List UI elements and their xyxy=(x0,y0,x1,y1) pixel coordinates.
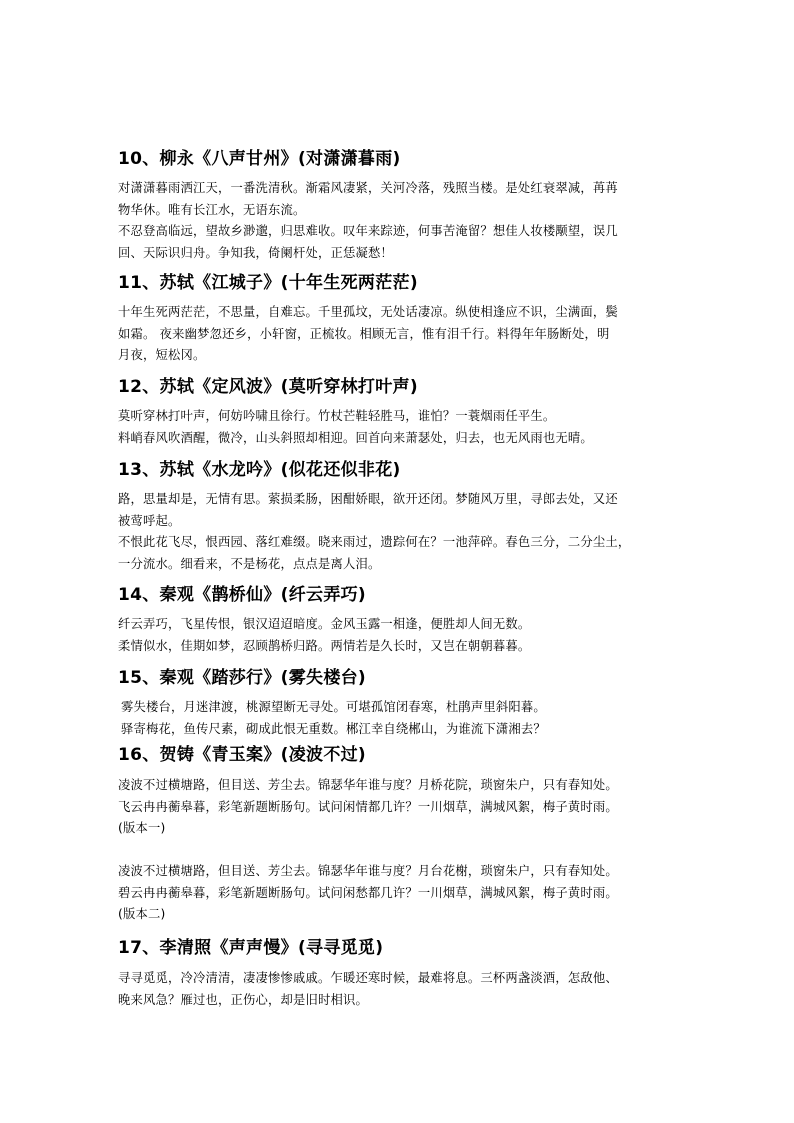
text-line: 凌波不过横塘路，但目送、芳尘去。锦瑟华年谁与度？月桥花院，琐窗朱户，只有春知处。 xyxy=(118,778,618,792)
text-line: 一分流水。细看来，不是杨花，点点是离人泪。 xyxy=(118,556,381,571)
text-line: 被莺呼起。 xyxy=(118,513,181,528)
section-heading: 14、秦观《鹊桥仙》(纤云弄巧) xyxy=(118,585,366,605)
text-line: 飞云冉冉蘅皋暮，彩笔新题断肠句。试问闲情都几许？一川烟草，满城风絮，梅子黄时雨。 xyxy=(118,799,618,814)
text-line: 月夜，短松冈。 xyxy=(118,348,206,362)
poem-text xyxy=(118,968,678,1011)
text-line: 不恨此花飞尽，恨西园、落红难缀。晓来雨过，遗踪何在？一池萍碎。春色三分，二分尘土， xyxy=(118,535,631,549)
poem-section-15 xyxy=(118,667,678,740)
section-heading: 13、苏轼《水龙吟》(似花还似非花) xyxy=(118,460,401,480)
section-heading: 11、苏轼《江城子》(十年生死两茫茫) xyxy=(118,273,418,293)
text-line: 纤云弄巧，飞星传恨，银汉迢迢暗度。金风玉露一相逢，便胜却人间无数。 xyxy=(118,617,531,631)
poem-section-11 xyxy=(118,272,678,367)
poem-text xyxy=(118,775,678,926)
poem-text xyxy=(118,302,678,367)
version-label: (版本二) xyxy=(118,907,166,921)
text-line: 如霜。 夜来幽梦忽还乡，小轩窗，正梳妆。相顾无言，惟有泪千行。料得年年肠断处，明 xyxy=(118,326,610,341)
version-label: (版本一) xyxy=(118,821,166,835)
text-line: 驿寄梅花，鱼传尺素，砌成此恨无重数。郴江幸自绕郴山，为谁流下潇湘去？ xyxy=(121,721,546,736)
text-line: 莫听穿林打叶声，何妨吟啸且徐行。竹杖芒鞋轻胜马，谁怕？一蓑烟雨任平生。 xyxy=(118,409,556,423)
text-line: 碧云冉冉蘅皋暮，彩笔新题断肠句。试问闲愁都几许？一川烟草，满城风絮，梅子黄时雨。 xyxy=(118,885,618,900)
poem-section-17 xyxy=(118,937,678,1011)
poem-text xyxy=(118,697,678,740)
text-line: 寻寻觅觅，冷冷清清，凄凄惨惨戚戚。乍暖还寒时候，最难将息。三杯两盏淡酒，怎敌他、 xyxy=(118,971,618,985)
section-heading: 16、贺铸《青玉案》(凌波不过) xyxy=(118,745,366,765)
text-line: 凌波不过横塘路，但目送、芳尘去。锦瑟华年谁与度？月台花榭，琐窗朱户，只有春知处。 xyxy=(118,864,618,878)
text-line: 雾失楼台，月迷津渡，桃源望断无寻处。可堪孤馆闭春寒，杜鹃声里斜阳暮。 xyxy=(121,700,546,714)
section-heading: 17、李清照《声声慢》(寻寻觅觅) xyxy=(118,938,384,958)
text-line: 柔情似水，佳期如梦，忍顾鹊桥归路。两情若是久长时，又岂在朝朝暮暮。 xyxy=(118,638,531,653)
text-line: 物华休。唯有长江水，无语东流。 xyxy=(118,202,306,217)
text-line: 回、天际识归舟。争知我，倚阑杆处，正恁凝愁！ xyxy=(118,245,393,260)
poem-section-16 xyxy=(118,744,678,926)
text-line: 晚来风急？雁过也，正伤心，却是旧时相识。 xyxy=(118,992,368,1007)
section-heading: 10、柳永《八声甘州》(对潇潇暮雨) xyxy=(118,149,401,169)
poem-section-10 xyxy=(118,148,678,264)
poem-text xyxy=(118,614,678,657)
text-line: 不忍登高临远，望故乡渺邈，归思难收。叹年来踪迹，何事苦淹留？想佳人妆楼颙望，误几 xyxy=(118,224,618,238)
text-line: 料峭春风吹酒醒，微冷，山头斜照却相迎。回首向来萧瑟处，归去，也无风雨也无晴。 xyxy=(118,430,593,445)
poem-text xyxy=(118,406,678,449)
section-heading: 15、秦观《踏莎行》(雾失楼台) xyxy=(118,668,366,688)
text-line: 路，思量却是，无情有思。萦损柔肠，困酣娇眼，欲开还闭。梦随风万里，寻郎去处，又还 xyxy=(118,492,618,506)
text-line: 对潇潇暮雨洒江天，一番洗清秋。渐霜风凄紧，关河冷落，残照当楼。是处红衰翠减，苒苒 xyxy=(118,181,618,195)
poem-section-12 xyxy=(118,376,678,449)
poem-text xyxy=(118,178,678,264)
poem-section-13 xyxy=(118,459,678,575)
poem-section-14 xyxy=(118,584,678,657)
text-line: 十年生死两茫茫，不思量，自难忘。千里孤坟，无处话凄凉。纵使相逢应不识，尘满面，鬓 xyxy=(118,305,618,319)
poem-text xyxy=(118,489,678,575)
blank-line xyxy=(118,840,678,862)
section-heading: 12、苏轼《定风波》(莫听穿林打叶声) xyxy=(118,377,418,397)
